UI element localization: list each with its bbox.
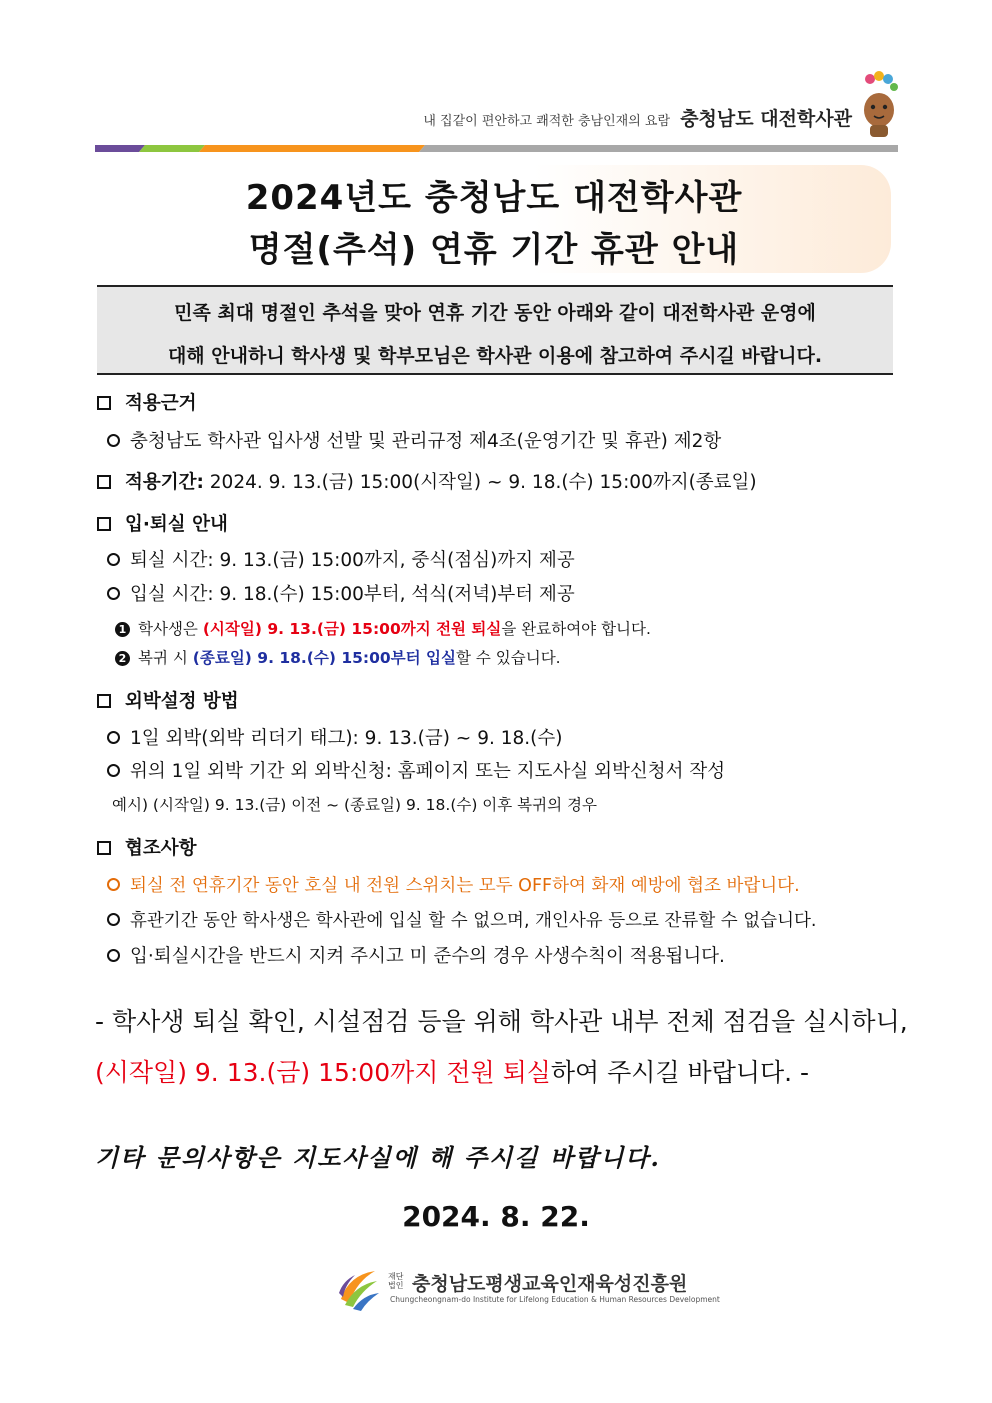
corp-label-line1: 재단 — [388, 1272, 404, 1281]
overnight-item2 — [107, 757, 725, 783]
note-checkout — [115, 617, 651, 639]
checkbox-square-icon — [97, 841, 111, 855]
cooperation-item1-text: 퇴실 전 연휴기간 동안 호실 내 전원 스위치는 모두 OFF하여 화재 예방에 협조 바랍니다. — [130, 876, 800, 896]
overnight-example: 예시) (시작일) 9. 13.(금) 이전 ~ (종료일) 9. 18.(수) 이후 복귀의 경우 — [112, 796, 597, 814]
closing-highlight: (시작일) 9. 13.(금) 15:00까지 전원 퇴실 — [95, 1058, 551, 1087]
note2-highlight: (종료일) 9. 18.(수) 15:00부터 입실 — [192, 649, 456, 667]
notice-date: 2024. 8. 22. — [402, 1200, 590, 1233]
section-basis-heading — [97, 389, 196, 415]
overnight-item1-text: 1일 외박(외박 리더기 태그): 9. 13.(금) ~ 9. 18.(수) — [130, 728, 563, 749]
cooperation-item3 — [107, 942, 725, 968]
section-heading-text: 입·퇴실 안내 — [125, 514, 228, 535]
overnight-item2-text: 위의 1일 외박 기간 외 외박신청: 홈페이지 또는 지도사실 외박신청서 작성 — [130, 761, 726, 782]
circle-bullet-icon — [107, 913, 120, 926]
number-1-icon: 1 — [115, 622, 130, 637]
section-checkinout-heading — [97, 510, 228, 536]
number-2-icon: 2 — [115, 651, 130, 666]
overnight-item1 — [107, 724, 562, 750]
cooperation-item2-text: 휴관기간 동안 학사생은 학사관에 입실 할 수 없으며, 개인사유 등으로 잔류할 수 없습니다. — [130, 911, 817, 931]
cooperation-item1 — [107, 872, 800, 897]
circle-bullet-icon — [107, 949, 120, 962]
circle-bullet-icon — [107, 587, 120, 600]
checkout-time-text: 퇴실 시간: 9. 13.(금) 15:00까지, 중식(점심)까지 제공 — [130, 550, 575, 571]
header-org-name: 충청남도 대전학사관 — [680, 108, 852, 130]
basis-item-text: 충청남도 학사관 입사생 선발 및 관리규정 제4조(운영기간 및 휴관) 제2항 — [130, 431, 722, 452]
checkout-time-item — [107, 546, 575, 572]
note1-prefix: 학사생은 — [138, 620, 198, 638]
inquiry-note: 기타 문의사항은 지도사실에 해 주시길 바랍니다. — [95, 1143, 661, 1172]
intro-line1: 민족 최대 명절인 추석을 맞아 연휴 기간 동안 아래와 같이 대전학사관 운영에 — [174, 302, 816, 324]
cooperation-item2 — [107, 907, 816, 932]
intro-line2: 대해 안내하니 학사생 및 학부모님은 학사관 이용에 참고하여 주시길 바랍니다. — [167, 345, 823, 367]
circle-bullet-icon — [107, 731, 120, 744]
section-heading-text: 외박설정 방법 — [125, 691, 239, 712]
note2-prefix: 복귀 시 — [138, 649, 188, 667]
period-heading-text: 적용기간: — [125, 472, 204, 493]
note-checkin — [115, 646, 561, 668]
circle-bullet-icon — [107, 553, 120, 566]
mascot-logo — [856, 70, 902, 140]
section-heading-text: 적용근거 — [125, 393, 197, 414]
corp-label-line2: 법인 — [388, 1281, 404, 1290]
section-period — [97, 468, 757, 494]
note1-highlight: (시작일) 9. 13.(금) 15:00까지 전원 퇴실 — [202, 620, 502, 638]
basis-item — [107, 427, 721, 453]
institute-logo-icon — [335, 1265, 381, 1311]
corp-label — [388, 1272, 403, 1290]
period-text: 2024. 9. 13.(금) 15:00(시작일) ~ 9. 18.(수) 15:00까지(종료일) — [209, 472, 757, 493]
note2-suffix: 할 수 있습니다. — [455, 649, 561, 667]
section-overnight-heading — [97, 687, 239, 713]
checkin-time-item — [107, 580, 575, 606]
closing-suffix: 하여 주시길 바랍니다. - — [550, 1058, 810, 1087]
circle-bullet-icon — [107, 878, 120, 891]
section-heading-text: 협조사항 — [125, 838, 197, 859]
closing-line2 — [95, 1053, 809, 1089]
institute-name: 충청남도평생교육인재육성진흥원 — [412, 1273, 688, 1295]
institute-english-name: Chungcheongnam-do Institute for Lifelong Education & Human Resources Development — [390, 1295, 720, 1304]
cooperation-item3-text: 입·퇴실시간을 반드시 지켜 주시고 미 준수의 경우 사생수칙이 적용됩니다. — [130, 946, 725, 967]
page-title-line1: 2024년도 충청남도 대전학사관 — [245, 178, 743, 218]
page-title-line2: 명절(추석) 연휴 기간 휴관 안내 — [248, 230, 740, 270]
circle-bullet-icon — [107, 434, 120, 447]
header-color-bar — [95, 145, 898, 152]
tagline-text: 내 집같이 편안하고 쾌적한 충남인재의 요람 — [423, 114, 671, 129]
note1-suffix: 을 완료하여야 합니다. — [501, 620, 651, 638]
closing-line1: - 학사생 퇴실 확인, 시설점검 등을 위해 학사관 내부 전체 점검을 실시하니, — [95, 1007, 908, 1036]
circle-bullet-icon — [107, 764, 120, 777]
checkbox-square-icon — [97, 517, 111, 531]
checkbox-square-icon — [97, 475, 111, 489]
checkbox-square-icon — [97, 694, 111, 708]
checkbox-square-icon — [97, 396, 111, 410]
checkin-time-text: 입실 시간: 9. 18.(수) 15:00부터, 석식(저녁)부터 제공 — [130, 584, 575, 605]
section-cooperation-heading — [97, 834, 196, 860]
header-tagline — [423, 104, 852, 131]
